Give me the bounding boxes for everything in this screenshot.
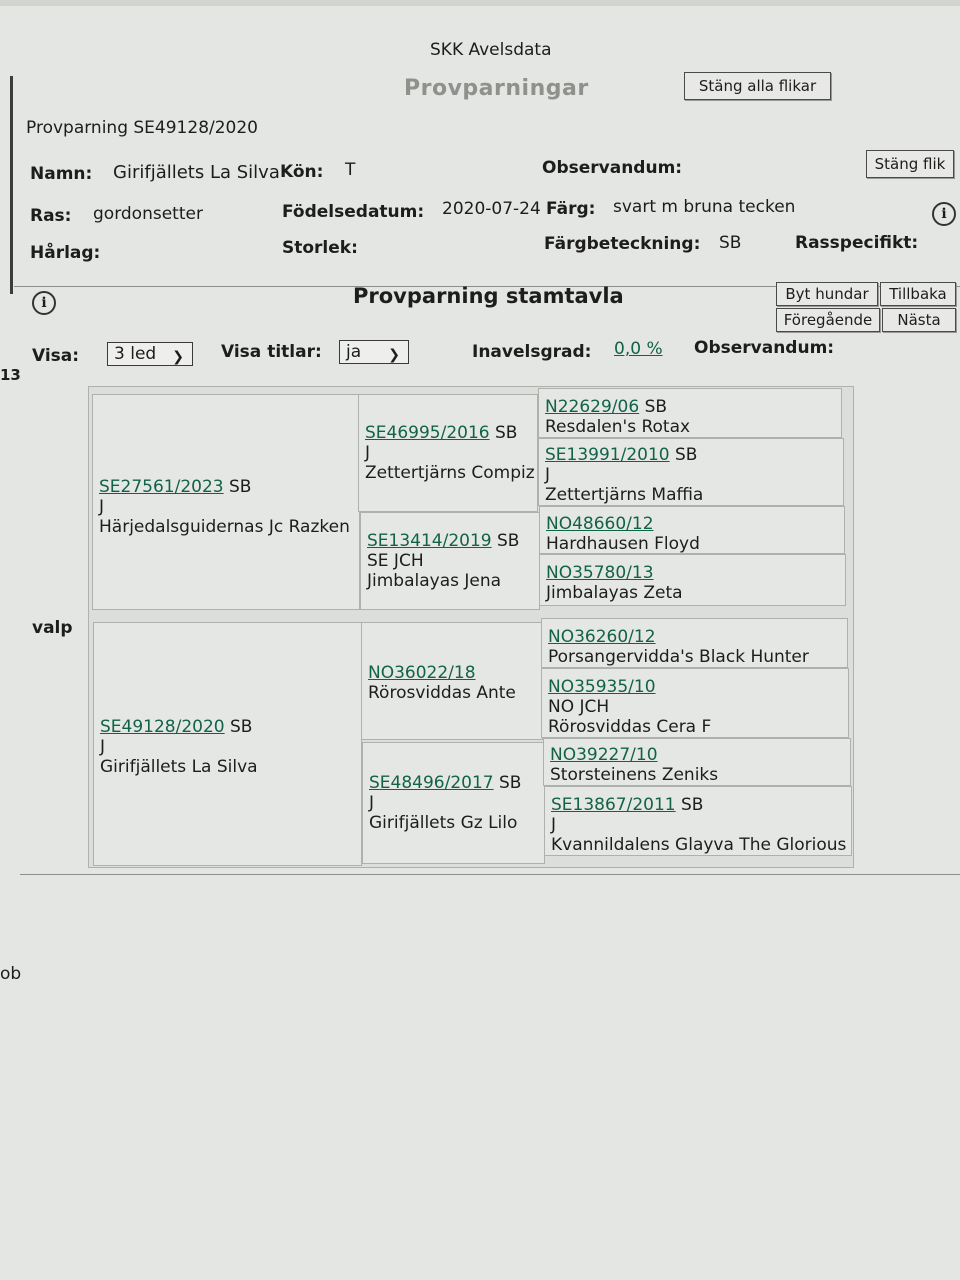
color-code: SB	[229, 477, 252, 497]
app-title: SKK Avelsdata	[430, 40, 552, 60]
name-label: Namn:	[30, 164, 93, 184]
reg-link[interactable]: NO35935/10	[548, 677, 656, 697]
pedigree-cell-sire	[92, 394, 360, 610]
dog-name: Girifjällets Gz Lilo	[369, 813, 518, 833]
pedigree-cell-ss	[358, 394, 538, 512]
generations-value: 3 led	[114, 344, 157, 364]
reg-link[interactable]: SE48496/2017	[369, 773, 494, 793]
dog-title: J	[99, 497, 105, 517]
pedigree-cell-sss	[538, 388, 842, 438]
visa-label: Visa:	[32, 346, 80, 366]
show-titles-select[interactable]	[339, 340, 409, 364]
pedigree-cell-ssd	[538, 438, 844, 506]
reg-link[interactable]: SE13867/2011	[551, 795, 676, 815]
dog-title: J	[365, 443, 371, 463]
left-frame-line	[10, 76, 13, 294]
generations-select[interactable]	[107, 342, 193, 366]
observandum-panel-label: Observandum:	[694, 338, 835, 358]
page-subtitle: Provparningar	[404, 76, 589, 101]
sex-label: Kön:	[280, 162, 324, 182]
switch-dogs-button[interactable]: Byt hundar	[776, 282, 878, 306]
reg-link[interactable]: SE49128/2020	[100, 717, 225, 737]
pedigree-cell-ddd	[544, 786, 852, 856]
info-icon[interactable]: i	[932, 202, 956, 226]
color-code: SB	[644, 397, 668, 417]
dog-name: Härjedalsguidernas Jc Razken	[99, 517, 350, 537]
dog-title: J	[100, 737, 106, 757]
reg-link[interactable]: SE46995/2016	[365, 423, 490, 443]
previous-button[interactable]: Föregående	[776, 308, 880, 332]
pedigree-cell-sd	[360, 512, 540, 610]
reg-link[interactable]: SE13991/2010	[545, 445, 670, 465]
dog-name: Zettertjärns Compiz	[365, 463, 535, 483]
dog-title: NO JCH	[548, 697, 610, 717]
pedigree-cell-sdd	[539, 554, 846, 606]
sex-value: T	[345, 160, 356, 180]
dog-name: Hardhausen Floyd	[546, 534, 700, 554]
color-code: SB	[681, 795, 704, 815]
observandum-label: Observandum:	[542, 158, 683, 178]
reg-link[interactable]: NO39227/10	[550, 745, 658, 765]
dog-name: Rörosviddas Cera F	[548, 717, 712, 737]
dog-name: Storsteinens Zeniks	[550, 765, 719, 785]
pedigree-cell-dam	[93, 622, 362, 866]
color-label: Färg:	[546, 199, 596, 219]
dog-name: Zettertjärns Maffia	[545, 485, 704, 505]
side-fragment-bottom: ob	[0, 964, 22, 984]
color-code: SB	[230, 717, 253, 737]
bottom-divider	[20, 874, 960, 875]
colorcode-label: Färgbeteckning:	[544, 234, 701, 254]
reg-link[interactable]: SE27561/2023	[99, 477, 224, 497]
birth-label: Födelsedatum:	[282, 202, 425, 222]
breed-value: gordonsetter	[93, 204, 203, 224]
breedspecific-label: Rasspecifikt:	[795, 233, 919, 253]
pedigree-cell-ds	[361, 622, 543, 740]
record-heading: Provparning SE49128/2020	[26, 118, 258, 138]
color-code: SB	[675, 445, 698, 465]
show-titles-value: ja	[346, 342, 362, 362]
dog-name: Jimbalayas Jena	[367, 571, 502, 591]
reg-link[interactable]: SE13414/2019	[367, 531, 492, 551]
pedigree-cell-sds	[539, 506, 845, 554]
birth-value: 2020-07-24	[442, 199, 541, 219]
reg-link[interactable]: N22629/06	[545, 397, 640, 417]
color-code: SB	[497, 531, 520, 551]
dog-name: Kvannildalens Glayva The Glorious	[551, 835, 847, 855]
show-titles-label: Visa titlar:	[221, 342, 322, 362]
chevron-down-icon: ❯	[172, 349, 184, 365]
pedigree-cell-dss	[541, 618, 848, 668]
dog-name: Girifjällets La Silva	[100, 757, 258, 777]
chevron-down-icon: ❯	[388, 347, 400, 363]
reg-link[interactable]: NO35780/13	[546, 563, 654, 583]
next-button[interactable]: Nästa	[882, 308, 956, 332]
dog-name: Rörosviddas Ante	[368, 683, 516, 703]
color-value: svart m bruna tecken	[613, 197, 796, 217]
inbreeding-label: Inavelsgrad:	[472, 342, 592, 362]
colorcode-value: SB	[719, 233, 742, 253]
reg-link[interactable]: NO36260/12	[548, 627, 656, 647]
dog-name: Porsangervidda's Black Hunter	[548, 647, 809, 667]
size-label: Storlek:	[282, 238, 358, 258]
coat-label: Hårlag:	[30, 243, 101, 263]
page-sheet	[0, 6, 960, 1280]
side-fragment-top: 13	[0, 366, 21, 384]
dog-title: SE JCH	[367, 551, 424, 571]
pedigree-info-icon[interactable]: i	[32, 291, 56, 315]
reg-link[interactable]: NO48660/12	[546, 514, 654, 534]
pedigree-title: Provparning stamtavla	[353, 284, 624, 308]
pedigree-cell-dsd	[541, 668, 849, 738]
dog-title: J	[369, 793, 375, 813]
back-button[interactable]: Tillbaka	[880, 282, 956, 306]
pedigree-cell-dd	[362, 742, 545, 864]
reg-link[interactable]: NO36022/18	[368, 663, 476, 683]
close-tab-button[interactable]: Stäng flik	[866, 150, 954, 178]
dog-title: J	[551, 815, 557, 835]
puppy-label: valp	[32, 618, 73, 638]
color-code: SB	[499, 773, 522, 793]
inbreeding-link[interactable]: 0,0 %	[614, 339, 663, 359]
dog-title: J	[545, 465, 551, 485]
breed-label: Ras:	[30, 206, 72, 226]
pedigree-cell-dds	[543, 738, 851, 786]
dog-name: Resdalen's Rotax	[545, 417, 691, 437]
close-all-tabs-button[interactable]: Stäng alla flikar	[684, 72, 831, 100]
color-code: SB	[495, 423, 518, 443]
dog-name: Jimbalayas Zeta	[546, 583, 683, 603]
name-value: Girifjällets La Silva	[113, 162, 280, 183]
